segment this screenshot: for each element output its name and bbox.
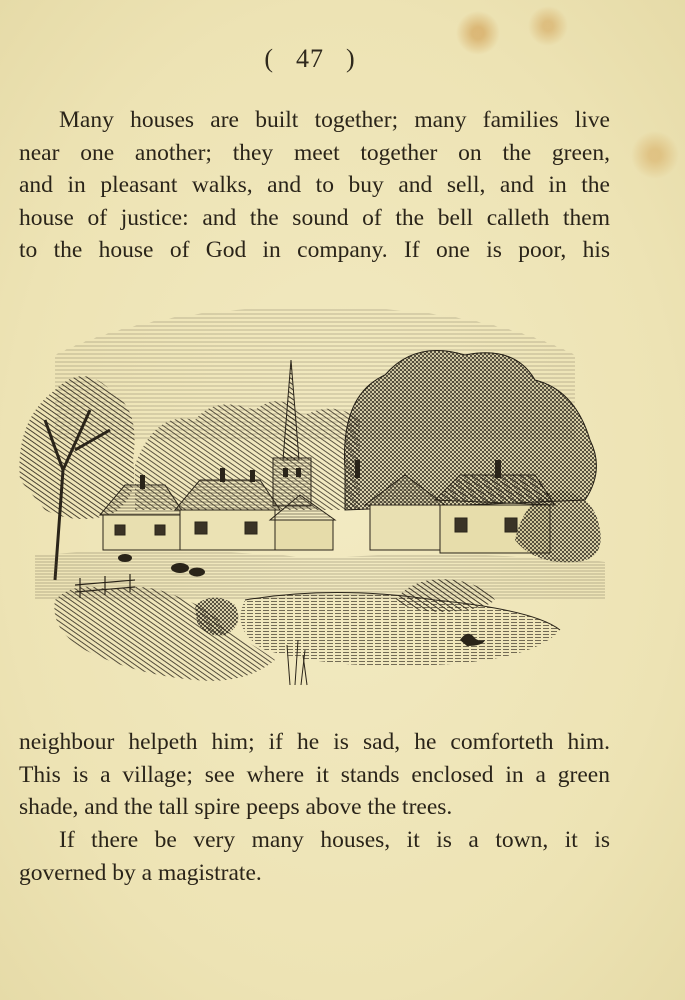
paragraph-final: [19, 824, 610, 889]
page-number-open-paren: (: [264, 44, 274, 73]
text-line: Many houses are built together; many families live: [59, 107, 610, 133]
text-line: neighbour helpeth him; if he is sad, he comforteth him.: [19, 729, 610, 755]
text-line: house of justice: and the sound of the bell calleth them: [19, 204, 610, 231]
text-line: and in pleasant walks, and to buy and sell, and in the: [19, 172, 610, 198]
page-number-close-paren: ): [346, 44, 356, 73]
page-number-value: 47: [296, 44, 324, 73]
paragraph-bottom: [19, 726, 610, 824]
text-line: shade, and the tall spire peeps above the trees.: [19, 794, 453, 820]
text-line: to the house of God in company. If one is poor, his: [19, 237, 610, 263]
text-line: governed by a magistrate.: [19, 859, 262, 886]
text-line: near one another; they meet together on the green,: [19, 139, 610, 166]
text-line: If there be very many houses, it is a town, it is: [59, 827, 610, 853]
text-line: This is a village; see where it stands enclosed in a green: [19, 761, 610, 788]
page-number: [0, 44, 620, 74]
paragraph-top: [19, 104, 610, 267]
village-engraving-illustration: [15, 300, 610, 700]
